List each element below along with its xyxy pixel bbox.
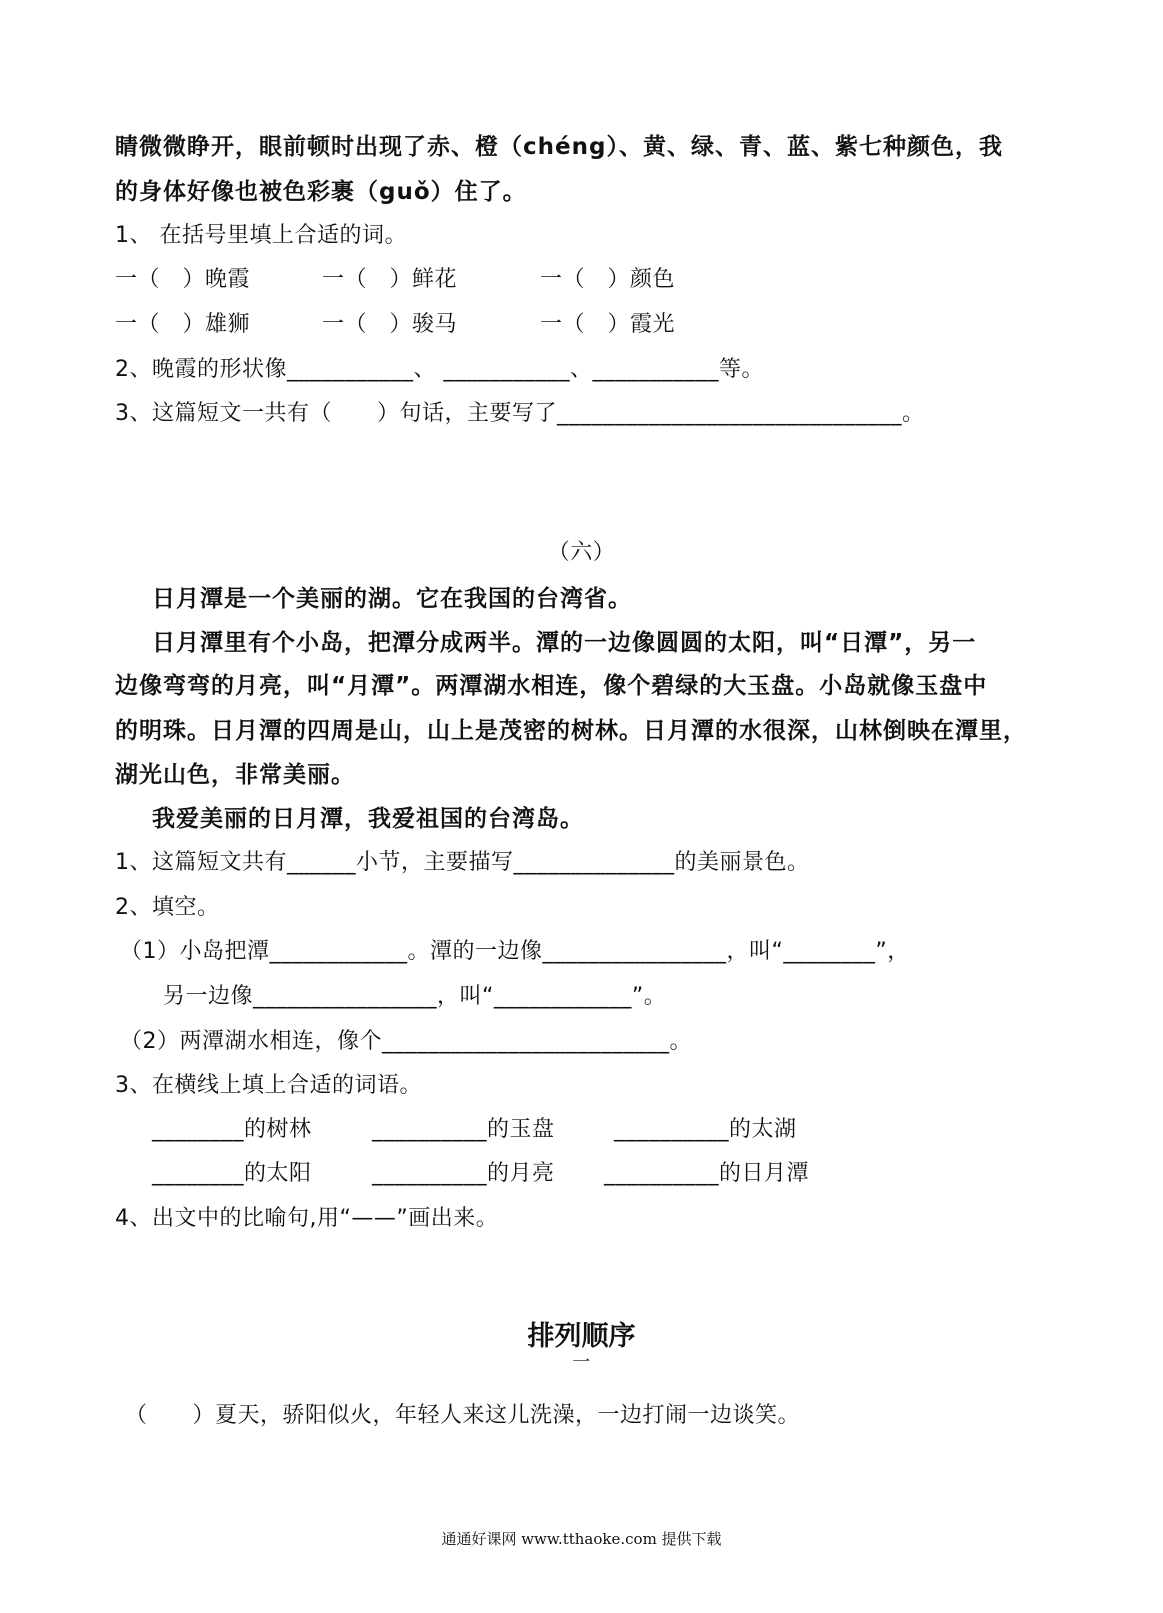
fill-item: 一（ ）雄狮: [115, 312, 251, 337]
p6-question-2-2: （2）两潭湖水相连，像个_________________________。: [120, 1029, 692, 1054]
p6-paragraph-2-line3: 的明珠。日月潭的四周是山，山上是茂密的树林。日月潭的水很深，山林倒映在潭里，: [115, 718, 1027, 744]
fill-item: ________的太阳: [152, 1161, 312, 1186]
passage5-line2: 的身体好像也被色彩裹（guǒ）住了。: [115, 179, 527, 205]
section-heading: （六）: [547, 540, 616, 565]
p6-q3-row2: [0, 1156, 1163, 1186]
p6-question-3: 3、在横线上填上合适的词语。: [115, 1073, 422, 1098]
p6-paragraph-2-line1: 日月潭里有个小岛，把潭分成两半。潭的一边像圆圆的太阳，叫“日潭”，另一: [152, 630, 977, 656]
ordering-item-1: （ ）夏天，骄阳似火，年轻人来这儿洗澡，一边打闹一边谈笑。: [125, 1403, 801, 1428]
fill-item: 一（ ）鲜花: [322, 267, 458, 292]
ordering-subtitle: 一: [572, 1352, 591, 1373]
p6-question-2-1b: 另一边像________________，叫“____________”。: [163, 984, 667, 1009]
p6-question-2: 2、填空。: [115, 895, 220, 920]
ordering-title: 排列顺序: [527, 1321, 636, 1352]
p6-question-2-1a: （1）小岛把潭____________。潭的一边像________________，叫“________”，: [120, 939, 910, 964]
p5-q1-row1: [0, 262, 1163, 292]
fill-item: 一（ ）骏马: [322, 312, 458, 337]
footer-credit: 通通好课网 www.tthaoke.com 提供下载: [441, 1530, 722, 1548]
passage5-line1: 睛微微睁开，眼前顿时出现了赤、橙（chéng）、黄、绿、青、蓝、紫七种颜色，我: [115, 134, 1003, 160]
fill-item: 一（ ）晚霞: [115, 267, 251, 292]
p6-q3-row1: [0, 1112, 1163, 1142]
fill-item: __________的月亮: [372, 1161, 555, 1186]
p6-question-1: 1、这篇短文共有______小节，主要描写______________的美丽景色。: [115, 850, 810, 875]
p6-question-4: 4、出文中的比喻句,用“——”画出来。: [115, 1206, 499, 1231]
fill-item: ________的树林: [152, 1117, 312, 1142]
p6-paragraph-2-line2: 边像弯弯的月亮，叫“月潭”。两潭湖水相连，像个碧绿的大玉盘。小岛就像玉盘中: [115, 673, 988, 699]
p6-paragraph-1: 日月潭是一个美丽的湖。它在我国的台湾省。: [152, 586, 632, 612]
p5-q1-row2: [0, 307, 1163, 337]
p5-question-2: 2、晚霞的形状像___________、 ___________、___________等。: [115, 357, 764, 382]
fill-item: 一（ ）颜色: [540, 267, 676, 292]
p6-paragraph-3: 我爱美丽的日月潭，我爱祖国的台湾岛。: [152, 806, 584, 832]
fill-item: __________的日月潭: [604, 1161, 810, 1186]
p5-question-1: 1、 在括号里填上合适的词。: [115, 223, 407, 248]
fill-item: __________的太湖: [614, 1117, 797, 1142]
p6-paragraph-2-line4: 湖光山色，非常美丽。: [115, 762, 355, 788]
fill-item: __________的玉盘: [372, 1117, 555, 1142]
fill-item: 一（ ）霞光: [540, 312, 676, 337]
p5-question-3: 3、这篇短文一共有（ ）句话，主要写了______________________________。: [115, 401, 925, 426]
